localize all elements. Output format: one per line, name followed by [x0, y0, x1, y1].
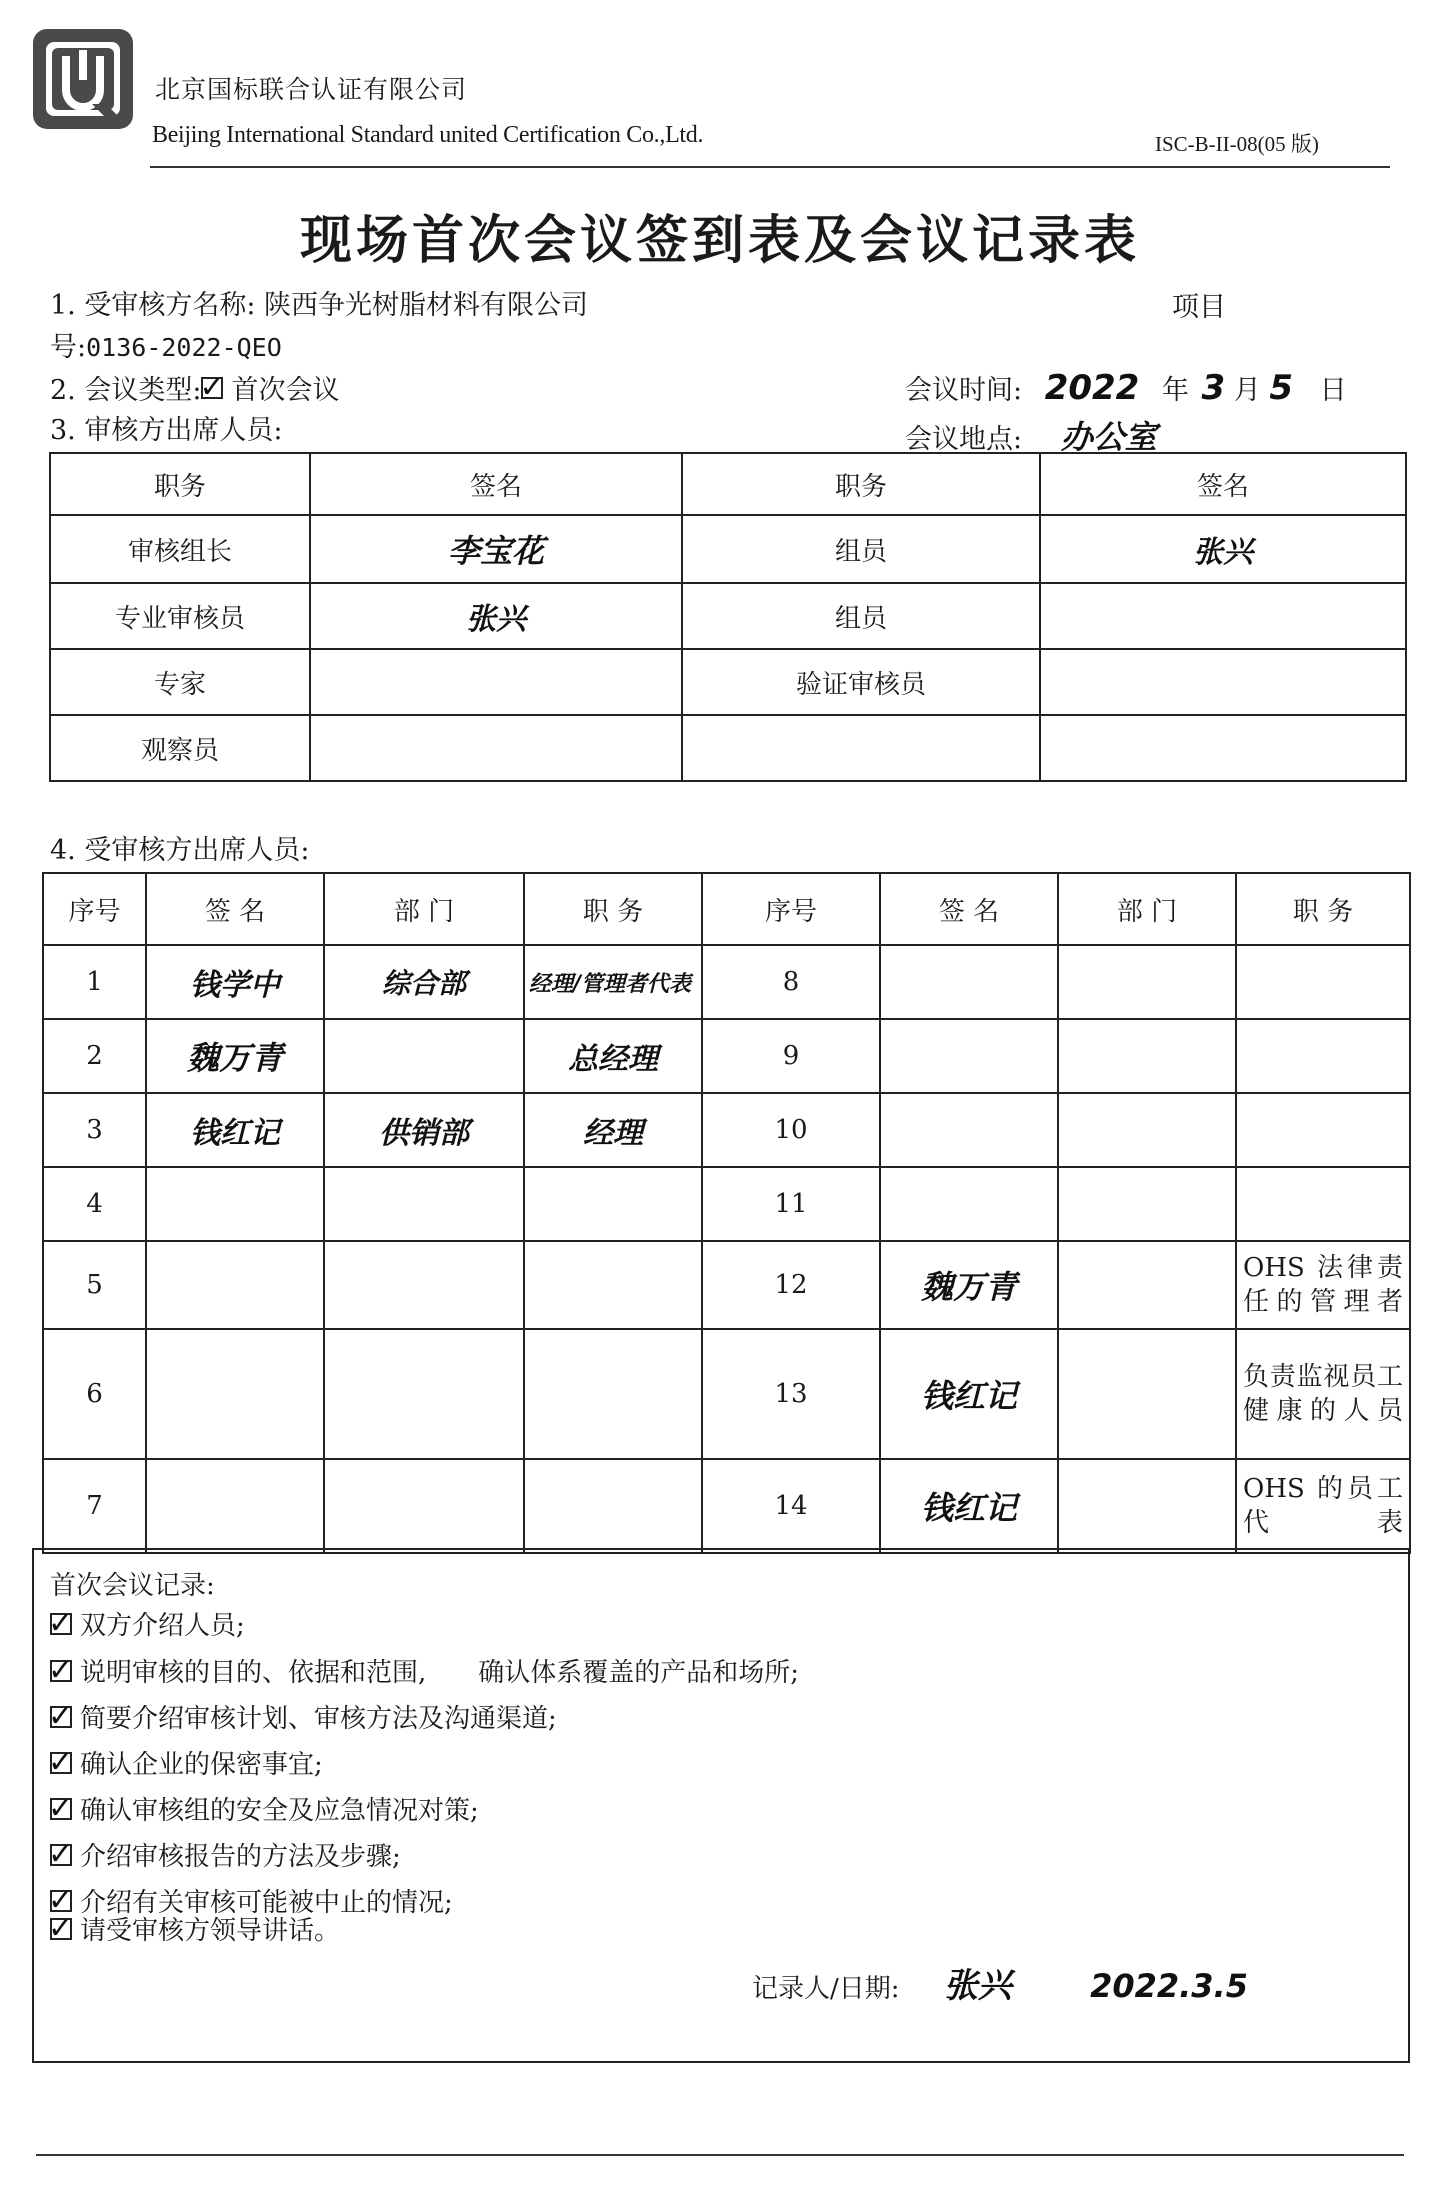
checkmark-icon: ✓ — [48, 1836, 74, 1872]
record-item-text: 介绍有关审核可能被中止的情况; — [80, 1888, 453, 1918]
auditee-attendance-table — [42, 872, 1411, 1554]
header-cell: 序号 — [702, 873, 880, 945]
department-cell — [1058, 1329, 1236, 1459]
signature-cell: 钱红记 — [880, 1459, 1058, 1553]
seq-cell: 14 — [702, 1459, 880, 1553]
company-name-en: Beijing International Standard united Certification Co.,Ltd. — [152, 122, 704, 148]
table-header-row — [50, 453, 1406, 515]
table-row — [43, 945, 1410, 1019]
company-name-cn: 北京国标联合认证有限公司 — [155, 75, 468, 104]
signature-cell — [1040, 715, 1406, 781]
checkbox-icon — [48, 1652, 74, 1688]
signature-cell — [146, 1167, 324, 1241]
signature-cell: 钱红记 — [880, 1329, 1058, 1459]
record-item — [50, 1652, 799, 1689]
auditee-name-row — [50, 283, 588, 322]
department-cell: 供销部 — [324, 1093, 524, 1167]
form-code: ISC-B-II-08(05 版) — [1155, 132, 1319, 156]
department-cell — [1058, 1241, 1236, 1329]
record-item — [50, 1836, 401, 1873]
signature-cell — [880, 1093, 1058, 1167]
seq-cell: 9 — [702, 1019, 880, 1093]
day-unit: 日 — [1319, 375, 1347, 406]
position-cell: OHS 法律责任的管理者 — [1236, 1241, 1410, 1329]
header-cell: 签 名 — [880, 873, 1058, 945]
record-item — [50, 1605, 245, 1642]
role-cell — [682, 715, 1040, 781]
footer-divider — [36, 2154, 1404, 2156]
auditee-name-value: 陕西争光树脂材料有限公司 — [264, 290, 589, 321]
role-cell: 专家 — [50, 649, 310, 715]
header-cell: 职 务 — [1236, 873, 1410, 945]
signature-cell — [880, 1167, 1058, 1241]
signature-cell: 张兴 — [1040, 515, 1406, 583]
year-unit: 年 — [1161, 375, 1189, 406]
auditor-attendees-label: 3. 审核方出席人员: — [50, 415, 283, 446]
auditee-name-label: 1. 受审核方名称: — [50, 290, 256, 321]
auditee-attendees-label: 4. 受审核方出席人员: — [50, 835, 310, 866]
checkbox-icon — [48, 1910, 74, 1946]
meeting-place-label: 会议地点: — [905, 424, 1023, 455]
record-item — [50, 1744, 323, 1781]
seq-cell: 3 — [43, 1093, 146, 1167]
record-item — [50, 1698, 557, 1735]
meeting-type-label: 2. 会议类型: — [50, 375, 202, 406]
signature-cell — [1040, 583, 1406, 649]
header-cell: 部 门 — [1058, 873, 1236, 945]
role-cell: 验证审核员 — [682, 649, 1040, 715]
checkmark-icon: ✓ — [48, 1882, 74, 1918]
department-cell — [1058, 1167, 1236, 1241]
record-title: 首次会议记录: — [50, 1571, 215, 1601]
signature-cell: 张兴 — [310, 583, 682, 649]
table-row — [50, 583, 1406, 649]
signature-cell — [310, 649, 682, 715]
department-cell — [1058, 1093, 1236, 1167]
record-item-text: 确认审核组的安全及应急情况对策; — [80, 1796, 479, 1826]
seq-cell: 12 — [702, 1241, 880, 1329]
seq-cell: 5 — [43, 1241, 146, 1329]
signature-cell: 魏万青 — [146, 1019, 324, 1093]
table-row — [43, 1167, 1410, 1241]
signature-cell — [880, 1019, 1058, 1093]
checkbox-icon — [48, 1882, 74, 1918]
record-item-text: 简要介绍审核计划、审核方法及沟通渠道; — [80, 1704, 557, 1734]
isc-logo-icon — [30, 26, 136, 138]
month-unit: 月 — [1233, 375, 1261, 406]
position-cell: 经理 — [524, 1093, 702, 1167]
role-cell: 组员 — [682, 583, 1040, 649]
position-cell: 经理/管理者代表 — [524, 945, 702, 1019]
meeting-year: 2022 — [1044, 368, 1140, 408]
checkbox-icon — [199, 369, 225, 405]
table-row — [43, 1093, 1410, 1167]
position-cell — [524, 1241, 702, 1329]
header-cell: 序号 — [43, 873, 146, 945]
role-cell: 观察员 — [50, 715, 310, 781]
position-cell: 总经理 — [524, 1019, 702, 1093]
role-cell: 专业审核员 — [50, 583, 310, 649]
table-row — [50, 515, 1406, 583]
checkmark-icon: ✓ — [48, 1605, 74, 1641]
position-cell — [1236, 1167, 1410, 1241]
department-cell — [1058, 1019, 1236, 1093]
record-date: 2022.3.5 — [1090, 1967, 1248, 2005]
signature-cell — [1040, 649, 1406, 715]
record-item-text: 请受审核方领导讲话。 — [80, 1916, 341, 1946]
seq-cell: 11 — [702, 1167, 880, 1241]
checkbox-icon — [48, 1836, 74, 1872]
header-cell: 职 务 — [524, 873, 702, 945]
meeting-month: 3 — [1201, 368, 1226, 408]
seq-cell: 10 — [702, 1093, 880, 1167]
department-cell — [1058, 1459, 1236, 1553]
role-cell: 审核组长 — [50, 515, 310, 583]
position-cell — [1236, 945, 1410, 1019]
header-cell: 签名 — [310, 453, 682, 515]
meeting-place-value: 办公室 — [1060, 418, 1157, 456]
checkmark-icon: ✓ — [48, 1910, 74, 1946]
seq-cell: 6 — [43, 1329, 146, 1459]
department-cell — [1058, 945, 1236, 1019]
header-cell: 职务 — [50, 453, 310, 515]
checkmark-icon: ✓ — [48, 1790, 74, 1826]
project-label: 项目 — [1172, 292, 1226, 323]
signature-cell — [310, 715, 682, 781]
position-cell — [524, 1459, 702, 1553]
meeting-time-row — [905, 368, 1347, 408]
signature-cell: 钱红记 — [146, 1093, 324, 1167]
signature-cell — [146, 1459, 324, 1553]
checkmark-icon: ✓ — [199, 369, 225, 405]
header-cell: 签 名 — [146, 873, 324, 945]
meeting-time-label: 会议时间: — [905, 375, 1023, 406]
position-cell — [524, 1329, 702, 1459]
header-cell: 职务 — [682, 453, 1040, 515]
department-cell — [324, 1459, 524, 1553]
record-item-text: 介绍审核报告的方法及步骤; — [80, 1842, 401, 1872]
record-item-text: 说明审核的目的、依据和范围, 确认体系覆盖的产品和场所; — [80, 1658, 800, 1688]
header-cell: 签名 — [1040, 453, 1406, 515]
department-cell — [324, 1019, 524, 1093]
record-item — [50, 1790, 479, 1827]
position-cell — [1236, 1019, 1410, 1093]
checkbox-icon — [48, 1790, 74, 1826]
recorder-label: 记录人/日期: — [752, 1974, 900, 2004]
seq-cell: 4 — [43, 1167, 146, 1241]
recorder-signature: 张兴 — [943, 1966, 1012, 2006]
department-cell — [324, 1167, 524, 1241]
checkbox-icon — [48, 1698, 74, 1734]
position-cell: 负责监视员工健康的人员 — [1236, 1329, 1410, 1459]
signature-cell — [146, 1241, 324, 1329]
checkmark-icon: ✓ — [48, 1652, 74, 1688]
seq-cell: 2 — [43, 1019, 146, 1093]
position-cell — [1236, 1093, 1410, 1167]
meeting-type-value: 首次会议 — [231, 375, 340, 406]
project-number-row — [50, 325, 282, 364]
table-row — [43, 1459, 1410, 1553]
signature-cell: 李宝花 — [310, 515, 682, 583]
position-cell: OHS 的员工代表 — [1236, 1459, 1410, 1553]
signature-cell — [146, 1329, 324, 1459]
document-title: 现场首次会议签到表及会议记录表 — [299, 210, 1140, 271]
header-divider — [150, 166, 1390, 168]
table-row — [43, 1329, 1410, 1459]
record-item-text: 双方介绍人员; — [80, 1611, 245, 1641]
table-row — [43, 1019, 1410, 1093]
project-number-label: 号: — [50, 332, 87, 363]
table-row — [43, 1241, 1410, 1329]
checkbox-icon — [48, 1605, 74, 1641]
position-cell — [524, 1167, 702, 1241]
recorder-row — [752, 1958, 1248, 2007]
auditor-attendance-table — [49, 452, 1407, 782]
signature-cell: 钱学中 — [146, 945, 324, 1019]
seq-cell: 13 — [702, 1329, 880, 1459]
checkmark-icon: ✓ — [48, 1744, 74, 1780]
signature-cell — [880, 945, 1058, 1019]
table-row — [50, 715, 1406, 781]
department-cell — [324, 1329, 524, 1459]
seq-cell: 1 — [43, 945, 146, 1019]
meeting-day: 5 — [1269, 368, 1294, 408]
record-item — [50, 1910, 340, 1947]
seq-cell: 7 — [43, 1459, 146, 1553]
checkmark-icon: ✓ — [48, 1698, 74, 1734]
table-row — [50, 649, 1406, 715]
table-header-row — [43, 873, 1410, 945]
header-cell: 部 门 — [324, 873, 524, 945]
department-cell — [324, 1241, 524, 1329]
record-item-text: 确认企业的保密事宜; — [80, 1750, 323, 1780]
department-cell: 综合部 — [324, 945, 524, 1019]
project-number-value: 0136-2022-QEO — [86, 333, 282, 362]
seq-cell: 8 — [702, 945, 880, 1019]
checkbox-icon — [48, 1744, 74, 1780]
signature-cell: 魏万青 — [880, 1241, 1058, 1329]
meeting-type-row — [50, 368, 339, 407]
role-cell: 组员 — [682, 515, 1040, 583]
